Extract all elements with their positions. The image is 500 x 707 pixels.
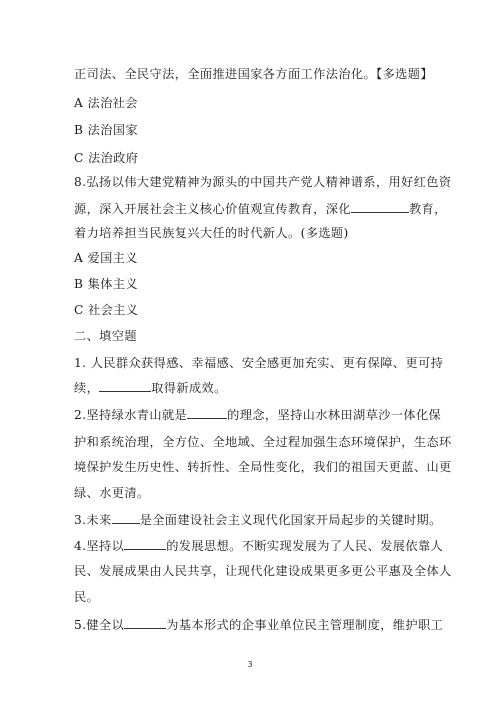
q8-line-2-start: 源，深入开展社会主义核心价值观宣传教育，深化: [74, 202, 351, 216]
fill1-answer-blank: [99, 380, 151, 392]
fill4-line-3: 民。: [74, 590, 100, 604]
fill1-line-2: [74, 380, 227, 396]
fill2-line-1-start: 2.坚持绿水青山就是: [74, 408, 188, 422]
fill2-line-4: 绿、水更清。: [74, 486, 150, 500]
fill2-line-1-end: 的理念，坚持山水林田湖草沙一体化保: [227, 408, 442, 422]
page-number: 3: [247, 660, 253, 669]
fill1-line-2-end: 取得新成效。: [151, 381, 227, 395]
fill5-line-1: [74, 617, 443, 633]
q8-option-b: B 集体主义: [74, 277, 138, 291]
fill1-line-1: 1. 人民群众获得感、幸福感、安全感更加充实、更有保障、更可持: [74, 356, 444, 370]
fill3-line-1: [74, 512, 442, 528]
fill5-line-1-start: 5.健全以: [74, 618, 125, 632]
fill3-line-1-end: 是全面建设社会主义现代化国家开局起步的关键时期。: [139, 513, 442, 527]
fill3-line-1-start: 3.未来: [74, 513, 112, 527]
fill4-line-1-end: 的发展思想。不断实现发展为了人民、发展依靠人: [166, 539, 444, 553]
fill2-answer-blank: [187, 407, 227, 419]
fill3-answer-blank: [112, 512, 140, 524]
fill2-line-1: [74, 407, 441, 423]
q7-option-c: C 法治政府: [74, 151, 139, 165]
fill5-answer-blank: [124, 617, 166, 629]
fill2-line-2: 护和系统治理，全方位、全地域、全过程加强生态环境保护，生态环: [74, 435, 452, 449]
fill2-line-3: 境保护发生历史性、转折性、全局性变化，我们的祖国天更蓝、山更: [74, 460, 452, 474]
q7-tail-text: 正司法、全民守法，全面推进国家各方面工作法治化。【多选题】: [74, 67, 433, 81]
q8-line-2-end: 教育，: [408, 202, 447, 216]
q8-option-c: C 社会主义: [74, 303, 139, 317]
fill4-answer-blank: [124, 538, 166, 550]
fill4-line-1: [74, 538, 443, 554]
q8-option-a: A 爱国主义: [74, 251, 138, 265]
q8-line-3: 着力培养担当民族复兴大任的时代新人。(多选题): [74, 226, 349, 240]
fill1-line-2-start: 续，: [74, 381, 100, 395]
q8-answer-blank: [351, 201, 409, 213]
q8-line-2: [74, 201, 447, 217]
fill4-line-1-start: 4.坚持以: [74, 539, 125, 553]
q7-option-b: B 法治国家: [74, 123, 138, 137]
q8-line-1: 8.弘扬以伟大建党精神为源头的中国共产党人精神谱系，用好红色资: [74, 175, 452, 189]
section-heading-fill-in: 二、填空题: [74, 329, 137, 343]
fill5-line-1-end: 为基本形式的企事业单位民主管理制度，维护职工: [166, 618, 444, 632]
q7-option-a: A 法治社会: [74, 96, 138, 110]
fill4-line-2: 民、发展成果由人民共享，让现代化建设成果更多更公平惠及全体人: [74, 564, 452, 578]
